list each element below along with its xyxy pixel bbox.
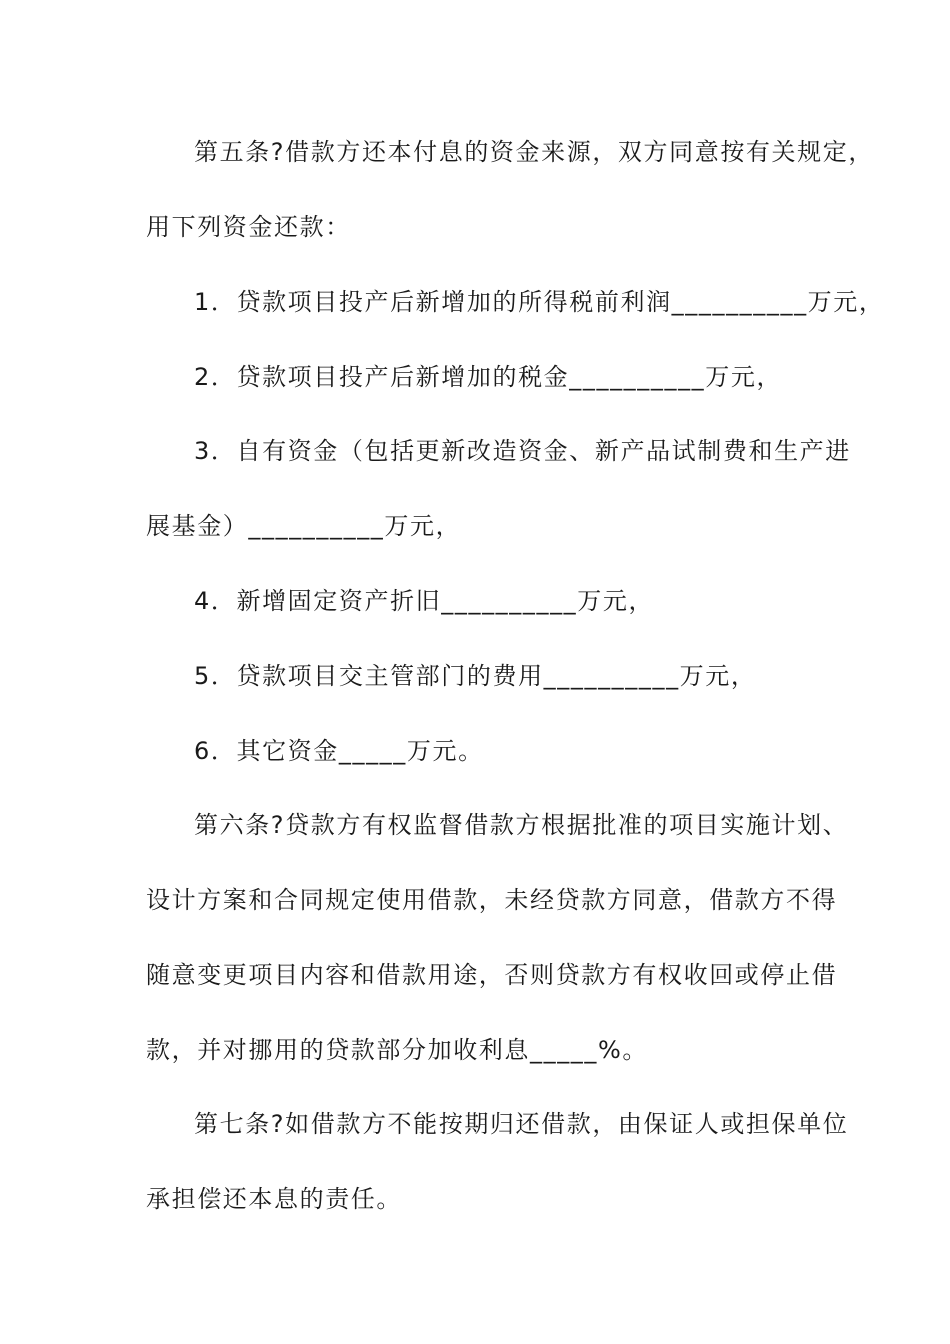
article-7-line-1: 第七条?如借款方不能按期归还借款，由保证人或担保单位	[194, 1110, 849, 1138]
item-3-line-1: 3．自有资金（包括更新改造资金、新产品试制费和生产进	[194, 437, 851, 465]
article-7-line-2: 承担偿还本息的责任。	[146, 1185, 402, 1213]
item-3-line-2: 展基金）__________万元，	[146, 512, 462, 540]
item-2-line: 2．贷款项目投产后新增加的税金__________万元，	[194, 363, 783, 391]
item-1-line: 1．贷款项目投产后新增加的所得税前利润__________万元，	[194, 288, 885, 316]
article-6-line-2: 设计方案和合同规定使用借款，未经贷款方同意，借款方不得	[146, 886, 838, 914]
article-5-line-1: 第五条?借款方还本付息的资金来源，双方同意按有关规定，	[194, 138, 874, 166]
item-4-line: 4．新增固定资产折旧__________万元，	[194, 587, 655, 615]
article-6-line-3: 随意变更项目内容和借款用途，否则贷款方有权收回或停止借	[146, 961, 838, 989]
article-6-line-4: 款，并对挪用的贷款部分加收利息_____%。	[146, 1036, 649, 1064]
article-5-line-2: 用下列资金还款：	[146, 213, 351, 241]
article-6-line-1: 第六条?贷款方有权监督借款方根据批准的项目实施计划、	[194, 811, 849, 839]
item-5-line: 5．贷款项目交主管部门的费用__________万元，	[194, 662, 757, 690]
item-6-line: 6．其它资金_____万元。	[194, 737, 484, 765]
